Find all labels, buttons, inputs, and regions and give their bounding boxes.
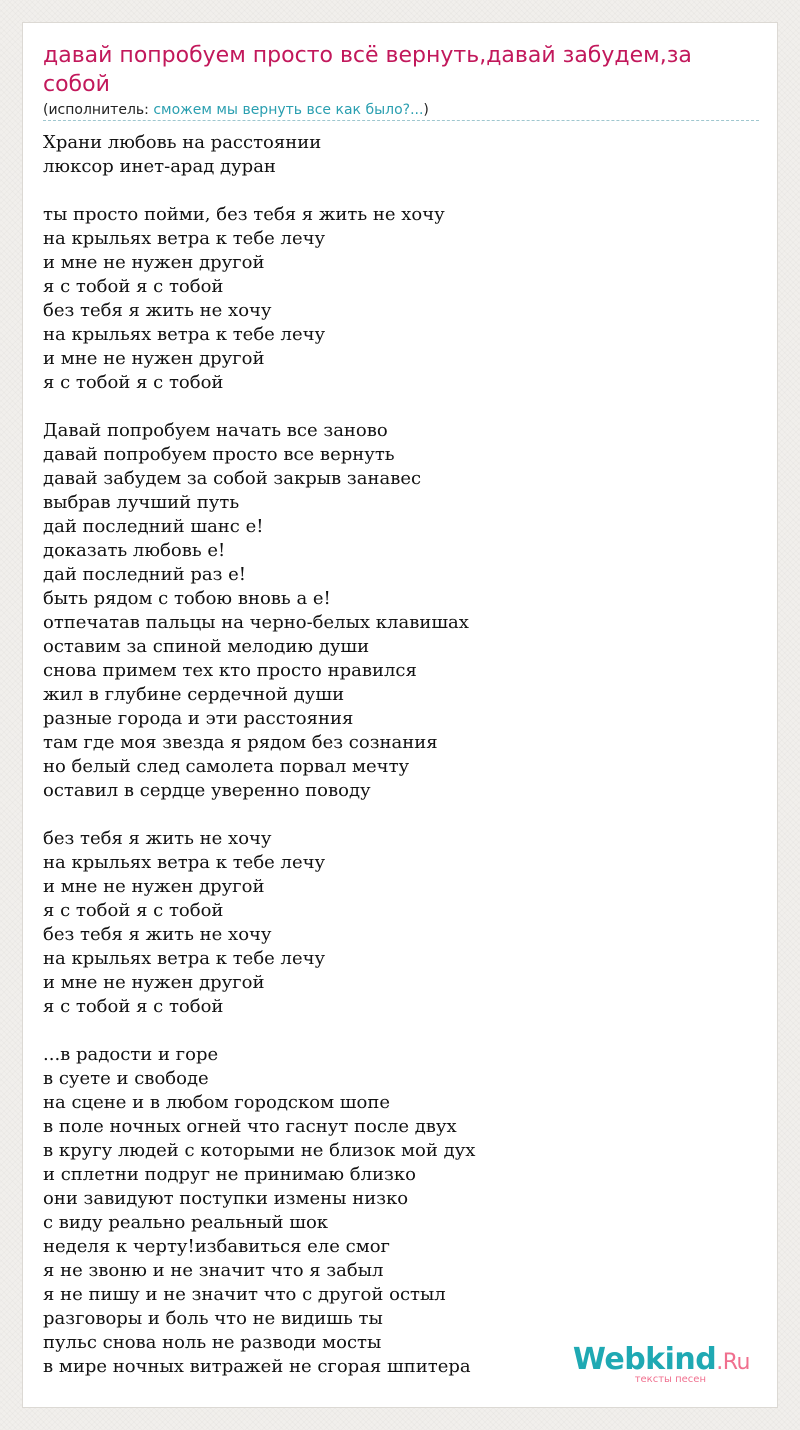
lyrics-line: оставим за спиной мелодию души: [43, 636, 370, 657]
lyrics-line: и мне не нужен другой: [43, 876, 265, 897]
lyrics-line: пульс снова ноль не разводи мосты: [43, 1332, 382, 1353]
lyrics-line: на сцене и в любом городском шопе: [43, 1092, 391, 1113]
title-divider: [43, 120, 759, 121]
webkind-logo[interactable]: [560, 1343, 750, 1387]
lyrics-line: и мне не нужен другой: [43, 348, 265, 369]
lyrics-line: в поле ночных огней что гаснут после двух: [43, 1116, 457, 1137]
lyrics-line: быть рядом с тобою вновь а е!: [43, 588, 331, 609]
lyrics-text: [43, 131, 759, 1379]
lyrics-line: разные города и эти расстояния: [43, 708, 354, 729]
lyrics-line: на крыльях ветра к тебе лечу: [43, 324, 326, 345]
lyrics-blank-line: [43, 395, 759, 419]
lyrics-line: я не пишу и не значит что с другой остыл: [43, 1284, 446, 1305]
lyrics-card: [22, 22, 778, 1408]
lyrics-line: я с тобой я с тобой: [43, 996, 224, 1017]
lyrics-line: неделя к черту!избавиться еле смог: [43, 1236, 390, 1257]
lyrics-line: на крыльях ветра к тебе лечу: [43, 228, 326, 249]
lyrics-blank-line: [43, 803, 759, 827]
lyrics-line: доказать любовь е!: [43, 540, 226, 561]
lyrics-line: в суете и свободе: [43, 1068, 209, 1089]
lyrics-line: в кругу людей с которыми не близок мой дух: [43, 1140, 476, 1161]
lyrics-line: и сплетни подруг не принимаю близко: [43, 1164, 416, 1185]
lyrics-line: выбрав лучший путь: [43, 492, 240, 513]
lyrics-line: но белый след самолета порвал мечту: [43, 756, 410, 777]
logo-main-text: Webkind: [572, 1342, 717, 1377]
lyrics-line: я с тобой я с тобой: [43, 372, 224, 393]
lyrics-line: там где моя звезда я рядом без сознания: [43, 732, 438, 753]
lyrics-line: без тебя я жить не хочу: [43, 300, 272, 321]
lyrics-line: на крыльях ветра к тебе лечу: [43, 948, 326, 969]
lyrics-line: ...в радости и горе: [43, 1044, 219, 1065]
lyrics-line: я не звоню и не значит что я забыл: [43, 1260, 384, 1281]
lyrics-blank-line: [43, 1019, 759, 1043]
artist-prefix: (исполнитель:: [43, 102, 154, 118]
page-title: давай попробуем просто всё вернуть,давай забудем,за собой: [43, 43, 692, 97]
lyrics-line: без тебя я жить не хочу: [43, 828, 272, 849]
lyrics-line: без тебя я жить не хочу: [43, 924, 272, 945]
lyrics-line: ты просто пойми, без тебя я жить не хочу: [43, 204, 445, 225]
lyrics-line: в мире ночных витражей не сгорая шпитера: [43, 1356, 471, 1377]
lyrics-line: снова примем тех кто просто нравился: [43, 660, 417, 681]
lyrics-blank-line: [43, 179, 759, 203]
logo-tagline: тексты песен: [634, 1374, 706, 1385]
lyrics-line: они завидуют поступки измены низко: [43, 1188, 409, 1209]
lyrics-line: на крыльях ветра к тебе лечу: [43, 852, 326, 873]
artist-line: [43, 101, 429, 119]
lyrics-line: дай последний раз е!: [43, 564, 247, 585]
lyrics-line: оставил в сердце уверенно поводу: [43, 780, 371, 801]
lyrics-line: я с тобой я с тобой: [43, 900, 224, 921]
lyrics-line: дай последний шанс е!: [43, 516, 264, 537]
lyrics-line: с виду реально реальный шок: [43, 1212, 329, 1233]
lyrics-line: и мне не нужен другой: [43, 252, 265, 273]
lyrics-line: жил в глубине сердечной души: [43, 684, 345, 705]
lyrics-line: давай забудем за собой закрыв занавес: [43, 468, 422, 489]
lyrics-line: разговоры и боль что не видишь ты: [43, 1308, 383, 1329]
lyrics-line: я с тобой я с тобой: [43, 276, 224, 297]
artist-suffix: ): [423, 102, 429, 118]
lyrics-line: люксор инет-арад дуран: [43, 156, 276, 177]
logo-suffix-text: .Ru: [716, 1350, 750, 1375]
lyrics-line: давай попробуем просто все вернуть: [43, 444, 395, 465]
lyrics-line: Давай попробуем начать все заново: [43, 420, 388, 441]
artist-link[interactable]: сможем мы вернуть все как было?...: [153, 102, 424, 118]
lyrics-line: отпечатав пальцы на черно-белых клавишах: [43, 612, 469, 633]
lyrics-line: Храни любовь на расстоянии: [43, 132, 322, 153]
lyrics-line: и мне не нужен другой: [43, 972, 265, 993]
